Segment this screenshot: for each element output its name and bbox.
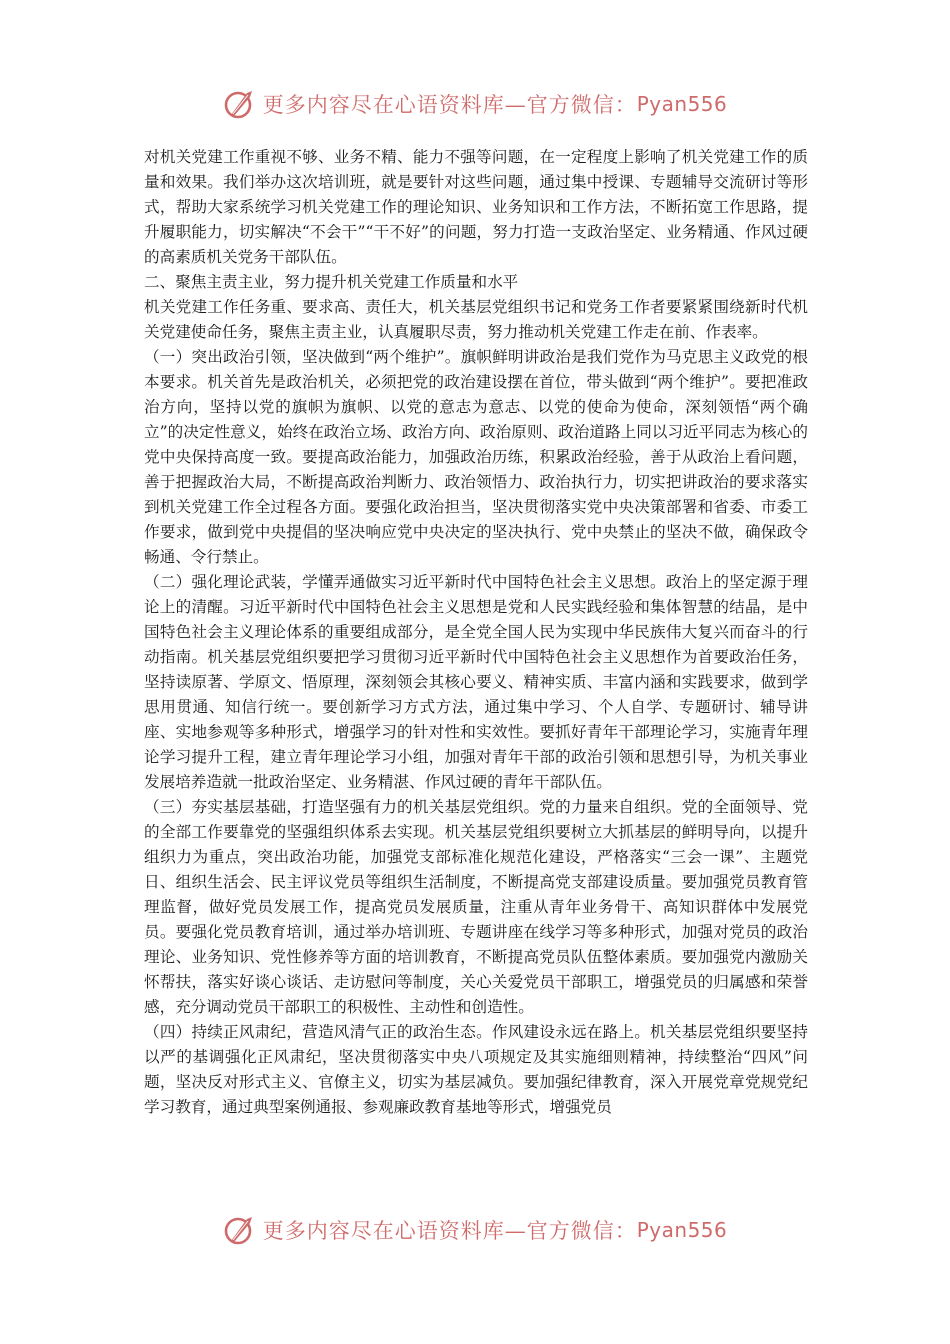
banner-text: 更多内容尽在心语资料库—官方微信： xyxy=(262,93,637,117)
banner-handle: Pyan556 xyxy=(636,92,728,116)
section-heading-2: 二、聚焦主责主业，努力提升机关党建工作质量和水平 xyxy=(144,273,519,291)
quill-logo-icon xyxy=(223,87,257,121)
paragraph-5: （三）夯实基层基础，打造坚强有力的机关基层党组织。党的力量来自组织。党的全面领导、党的全部工作要靠党的坚强组织体系去实现。机关基层党组织要树立大抓基层的鲜明导向，以提升组织力为重点，突出政治功能，加强党支部标准化规范化建设，严格落实“三会一课”、主题党日、组织生活会、民主评议党员等组织生活制度，不断提高党支部建设质量。要加强党员教育管理监督，做好党员发展工作，提高党员发展质量，注重从青年业务骨干、高知识群体中发展党员。要强化党员教育培训，通过举办培训班、专题讲座在线学习等多种形式，加强对党员的政治理论、业务知识、党性修养等方面的培训教育，不断提高党员队伍整体素质。要加强党内激励关怀帮扶，落实好谈心谈话、走访慰问等制度，关心关爱党员干部职工，增强党员的归属感和荣誉感，充分调动党员干部职工的积极性、主动性和创造性。 xyxy=(144,798,808,1016)
quill-logo-icon xyxy=(223,1213,257,1247)
header-watermark-banner xyxy=(0,84,950,124)
paragraph-6: （四）持续正风肃纪，营造风清气正的政治生态。作风建设永远在路上。机关基层党组织要坚持以严的基调强化正风肃纪，坚决贯彻落实中央八项规定及其实施细则精神，持续整治“四风”问题，坚决反对形式主义、官僚主义，切实为基层减负。要加强纪律教育，深入开展党章党规党纪学习教育，通过典型案例通报、参观廉政教育基地等形式，增强党员 xyxy=(144,1023,808,1116)
paragraph-2: 机关党建工作任务重、要求高、责任大，机关基层党组织书记和党务工作者要紧紧围绕新时代机关党建使命任务，聚焦主责主业，认真履职尽责，努力推动机关党建工作走在前、作表率。 xyxy=(144,298,808,341)
footer-watermark-banner xyxy=(0,1210,950,1250)
paragraph-4: （二）强化理论武装，学懂弄通做实习近平新时代中国特色社会主义思想。政治上的坚定源于理论上的清醒。习近平新时代中国特色社会主义思想是党和人民实践经验和集体智慧的结晶，是中国特色社会主义理论体系的重要组成部分，是全党全国人民为实现中华民族伟大复兴而奋斗的行动指南。机关基层党组织要把学习贯彻习近平新时代中国特色社会主义思想作为首要政治任务，坚持读原著、学原文、悟原理，深刻领会其核心要义、精神实质、丰富内涵和实践要求，做到学思用贯通、知信行统一。要创新学习方式方法，通过集中学习、个人自学、专题研讨、辅导讲座、实地参观等多种形式，增强学习的针对性和实效性。要抓好青年干部理论学习，实施青年理论学习提升工程，建立青年理论学习小组，加强对青年干部的政治引领和思想引导，为机关事业发展培养造就一批政治坚定、业务精湛、作风过硬的青年干部队伍。 xyxy=(144,573,808,791)
banner-text: 更多内容尽在心语资料库—官方微信： xyxy=(262,1219,637,1243)
paragraph-3: （一）突出政治引领，坚决做到“两个维护”。旗帜鲜明讲政治是我们党作为马克思主义政党的根本要求。机关首先是政治机关，必须把党的政治建设摆在首位，带头做到“两个维护”。要把准政治方向，坚持以党的旗帜为旗帜、以党的意志为意志、以党的使命为使命，深刻领悟“两个确立”的决定性意义，始终在政治立场、政治方向、政治原则、政治道路上同以习近平同志为核心的党中央保持高度一致。要提高政治能力，加强政治历练，积累政治经验，善于从政治上看问题，善于把握政治大局，不断提高政治判断力、政治领悟力、政治执行力，切实把讲政治的要求落实到机关党建工作全过程各方面。要强化政治担当，坚决贯彻落实党中央决策部署和省委、市委工作要求，做到党中央提倡的坚决响应党中央决定的坚决执行、党中央禁止的坚决不做，确保政令畅通、令行禁止。 xyxy=(144,348,808,566)
banner-handle: Pyan556 xyxy=(636,1218,728,1242)
paragraph-1: 对机关党建工作重视不够、业务不精、能力不强等问题，在一定程度上影响了机关党建工作的质量和效果。我们举办这次培训班，就是要针对这些问题，通过集中授课、专题辅导交流研讨等形式，帮助大家系统学习机关党建工作的理论知识、业务知识和工作方法，不断拓宽工作思路，提升履职能力，切实解决“不会干”“干不好”的问题，努力打造一支政治坚定、业务精通、作风过硬的高素质机关党务干部队伍。 xyxy=(144,148,808,266)
document-body xyxy=(144,145,808,1120)
